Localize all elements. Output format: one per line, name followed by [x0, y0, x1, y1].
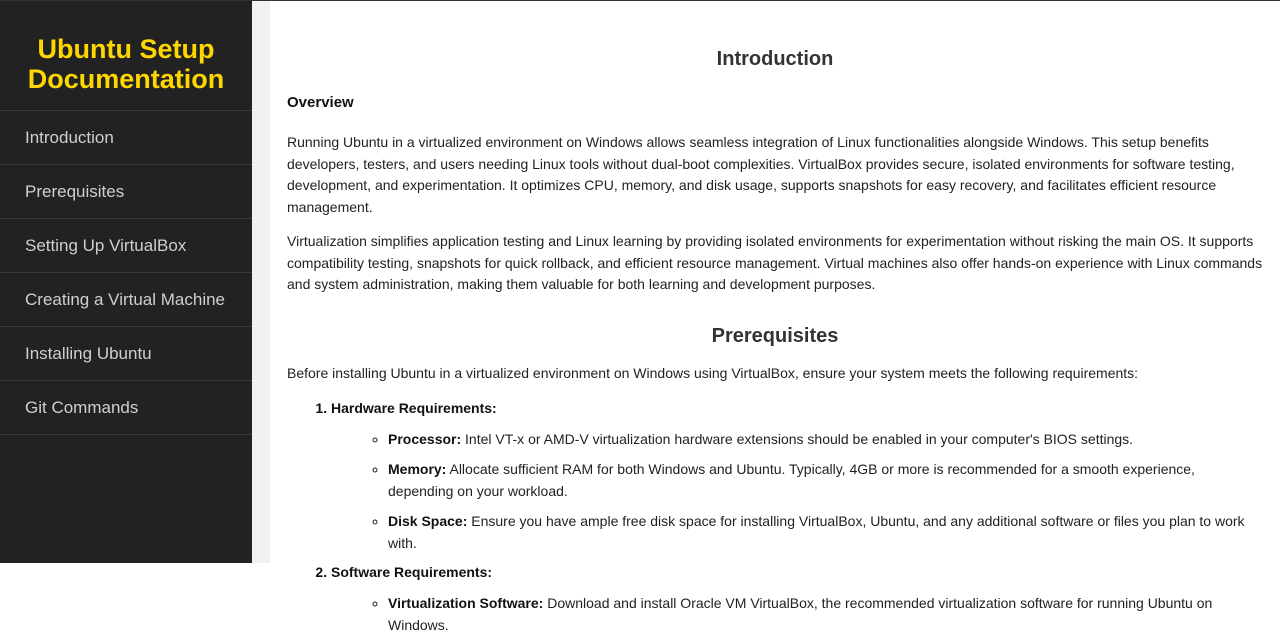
- sidebar-nav: [0, 111, 252, 435]
- introduction-paragraph-1: Running Ubuntu in a virtualized environment on Windows allows seamless integration of Linux functionalities alongside Windows. This setup benefits developers, testers, and users needing Linux tools without dual-boot complexities. VirtualBox provides secure, isolated environments for software testing, development, and experimentation. It optimizes CPU, memory, and disk usage, supports snapshots for easy recovery, and facilitates efficient resource management.: [287, 132, 1263, 218]
- requirements-list: [287, 398, 1263, 636]
- prerequisites-section: [287, 323, 1263, 636]
- introduction-title: Introduction: [287, 1, 1263, 72]
- sidebar-item-introduction[interactable]: Introduction: [0, 111, 252, 165]
- software-requirements-item: [331, 562, 1263, 636]
- virtualization-software-term: Virtualization Software:: [388, 595, 543, 611]
- memory-text: Allocate sufficient RAM for both Windows and Ubuntu. Typically, 4GB or more is recommended for a smooth experience, depending on your workload.: [388, 461, 1195, 499]
- sidebar-item-installing-ubuntu[interactable]: Installing Ubuntu: [0, 327, 252, 381]
- hardware-requirements-heading: Hardware Requirements:: [331, 398, 497, 418]
- content-gutter: [252, 0, 270, 563]
- sidebar-item-git-commands[interactable]: Git Commands: [0, 381, 252, 435]
- hardware-requirements-item: [331, 398, 1263, 554]
- sidebar-title: Ubuntu Setup Documentation: [0, 0, 252, 111]
- introduction-section: [287, 1, 1263, 296]
- processor-text: Intel VT-x or AMD-V virtualization hardware extensions should be enabled in your computer's BIOS settings.: [461, 431, 1133, 447]
- overview-heading: Overview: [287, 93, 1263, 113]
- sidebar-item-setting-up-virtualbox[interactable]: Setting Up VirtualBox: [0, 219, 252, 273]
- list-item: [388, 592, 1263, 636]
- list-item: [388, 458, 1263, 502]
- sidebar-item-creating-a-virtual-machine[interactable]: Creating a Virtual Machine: [0, 273, 252, 327]
- introduction-paragraph-2: Virtualization simplifies application testing and Linux learning by providing isolated environments for experimentation without risking the main OS. It supports compatibility testing, snapshots for quick rollback, and efficient resource management. Virtual machines also offer hands-on experience with Linux commands and system administration, making them valuable for both learning and development purposes.: [287, 231, 1263, 296]
- processor-term: Processor:: [388, 431, 461, 447]
- software-requirements-list: [331, 592, 1263, 636]
- disk-space-text: Ensure you have ample free disk space for installing VirtualBox, Ubuntu, and any additional software or files you plan to work with.: [388, 513, 1245, 551]
- sidebar-item-prerequisites[interactable]: Prerequisites: [0, 165, 252, 219]
- window-top-border: [0, 0, 1280, 1]
- main-content[interactable]: [270, 1, 1280, 563]
- prerequisites-title: Prerequisites: [287, 323, 1263, 349]
- hardware-requirements-list: [331, 428, 1263, 554]
- disk-space-term: Disk Space:: [388, 513, 467, 529]
- software-requirements-heading: Software Requirements:: [331, 562, 492, 582]
- list-item: [388, 428, 1263, 450]
- memory-term: Memory:: [388, 461, 446, 477]
- list-item: [388, 510, 1263, 554]
- sidebar: [0, 0, 252, 563]
- virtualization-software-text: Download and install Oracle VM VirtualBox, the recommended virtualization software for running Ubuntu on Windows.: [388, 595, 1212, 633]
- prerequisites-intro: Before installing Ubuntu in a virtualized environment on Windows using VirtualBox, ensure your system meets the following requirements:: [287, 363, 1263, 385]
